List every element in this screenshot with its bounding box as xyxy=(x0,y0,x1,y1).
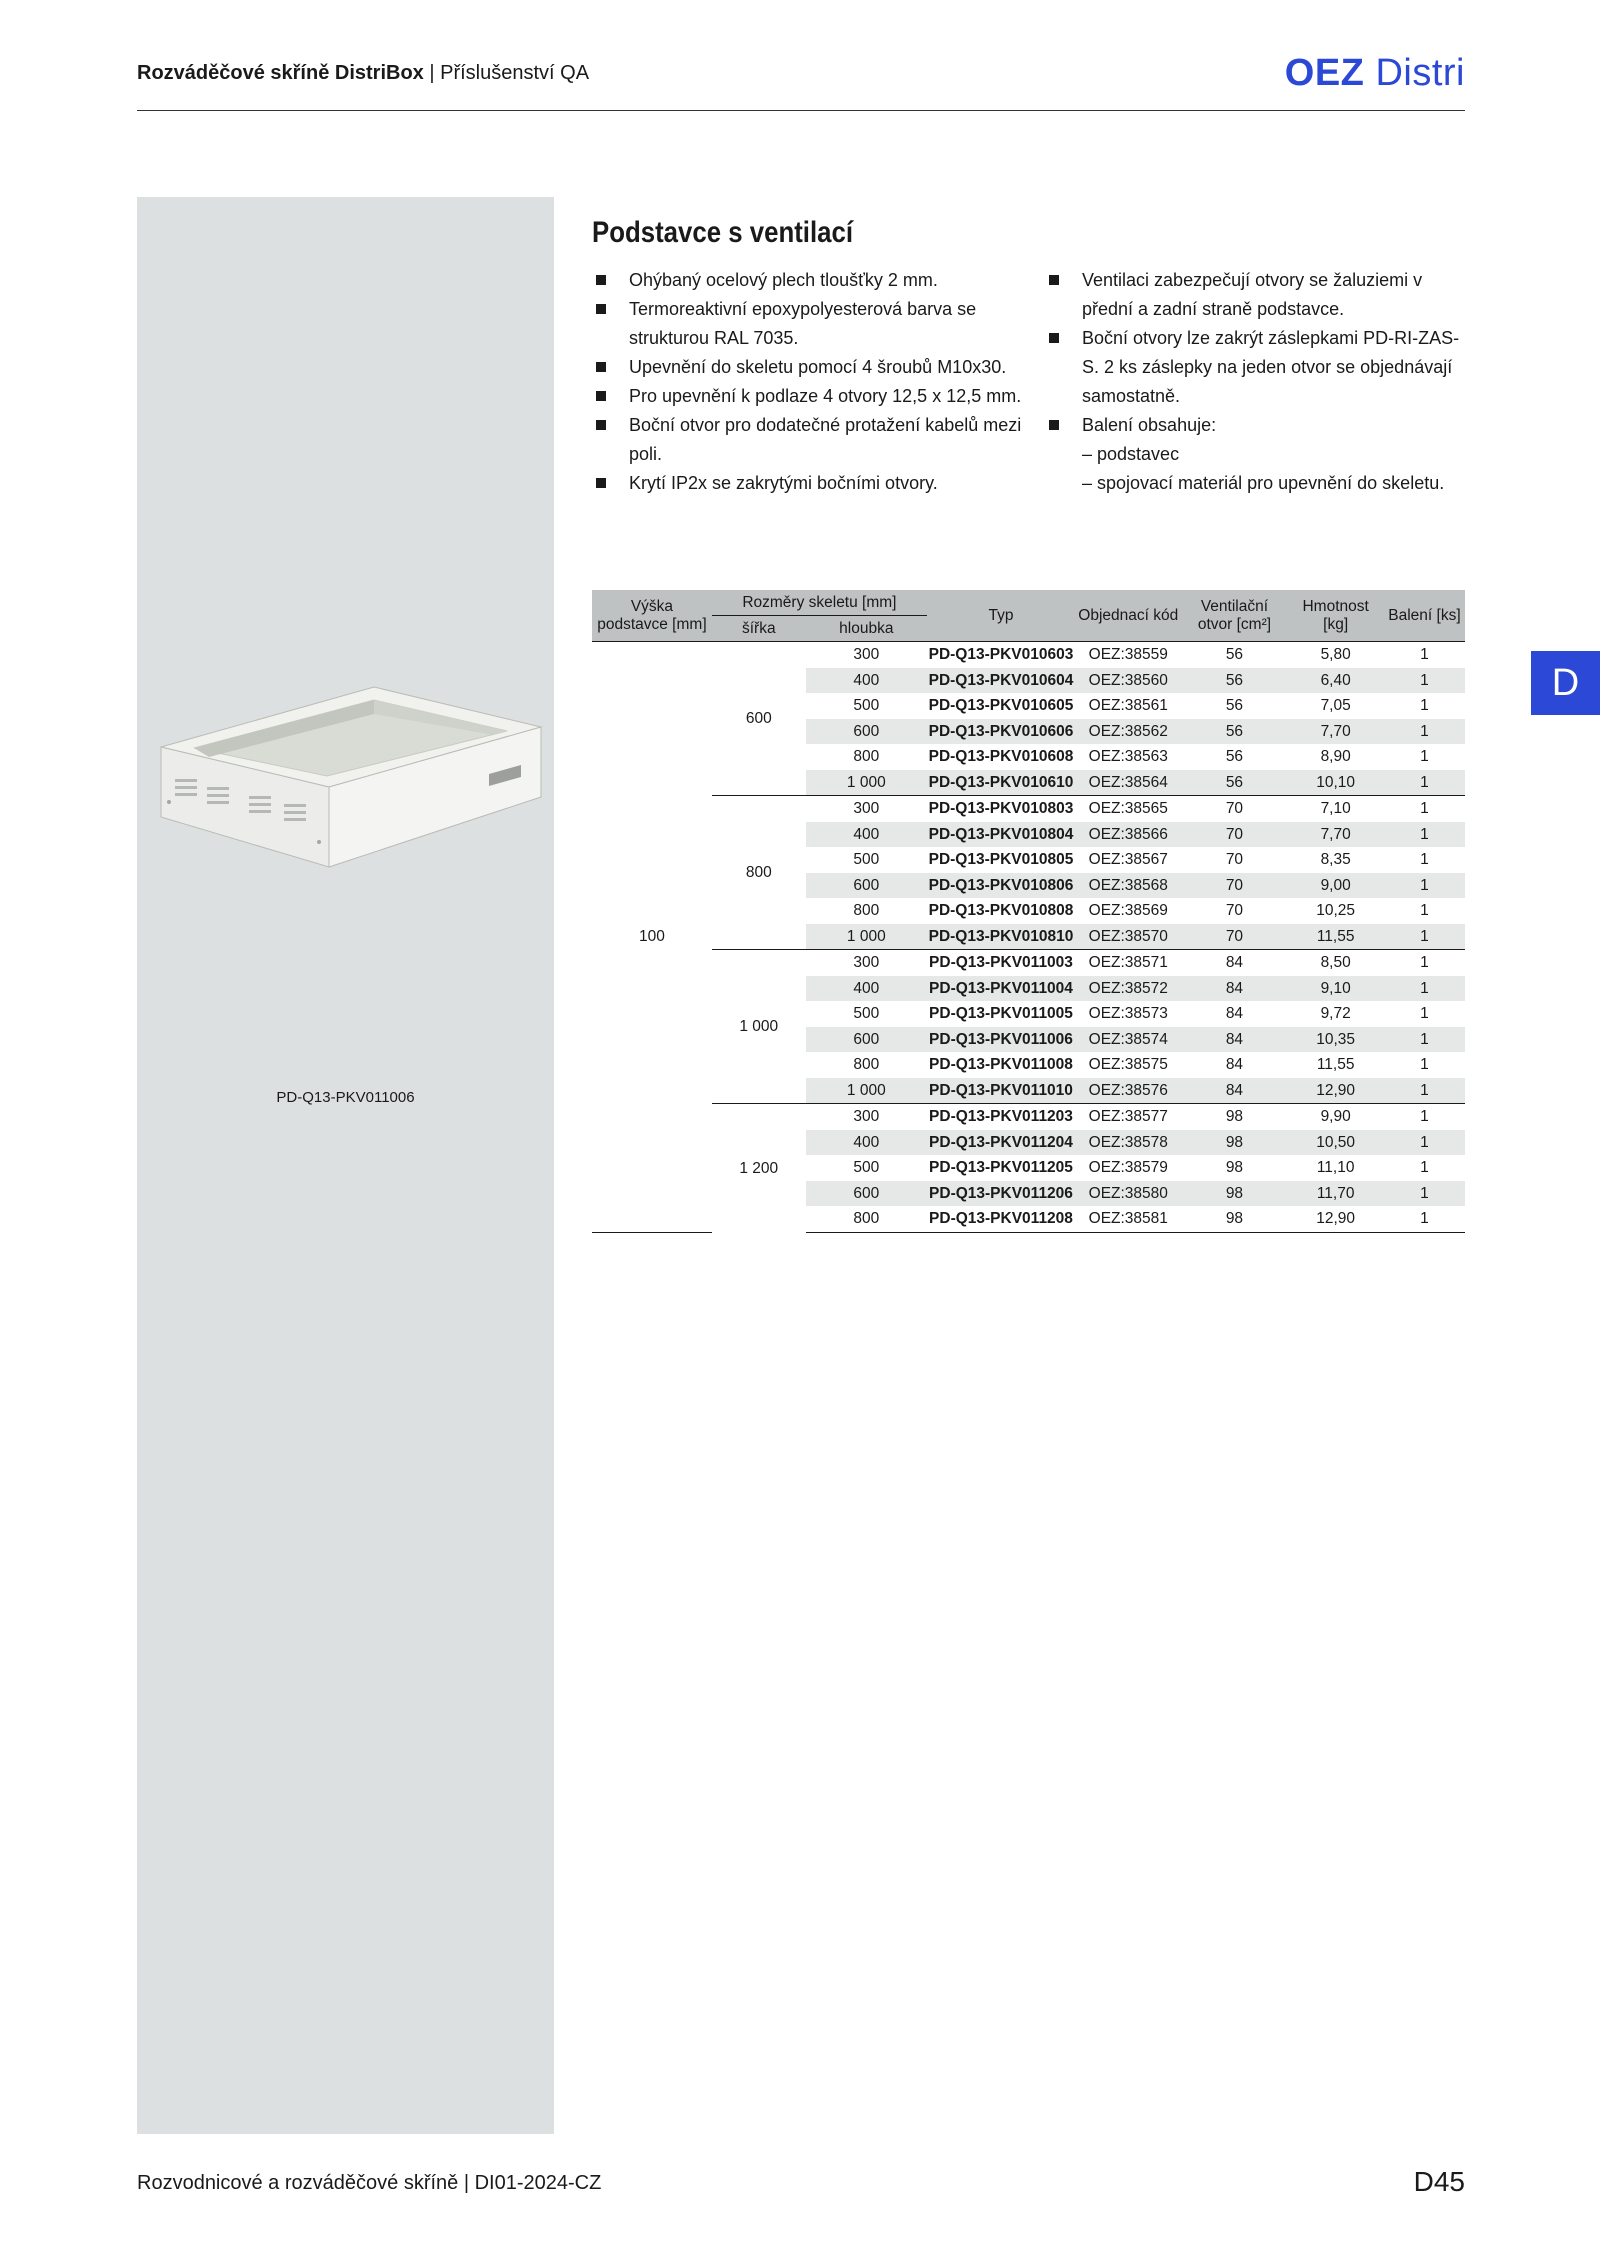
depth-cell: 1 000 xyxy=(806,1078,927,1104)
weight-cell: 9,10 xyxy=(1287,976,1384,1002)
table-row xyxy=(592,796,1465,822)
vent-cell: 98 xyxy=(1182,1181,1288,1207)
weight-cell: 7,70 xyxy=(1287,822,1384,848)
order-code-cell: OEZ:38561 xyxy=(1088,697,1168,715)
weight-cell: 11,10 xyxy=(1316,1159,1355,1177)
width-cell: 800 xyxy=(712,796,806,950)
depth-cell: 1 000 xyxy=(806,770,927,796)
logo-distri: Distri xyxy=(1375,52,1465,94)
pack-cell: 1 xyxy=(1420,1056,1429,1074)
depth-cell: 600 xyxy=(806,719,927,745)
sub-list-item: – spojovací materiál pro upevnění do skeletu. xyxy=(1082,473,1445,493)
order-code-cell: OEZ:38579 xyxy=(1088,1159,1168,1177)
list-item xyxy=(592,353,1022,382)
col-header-height: Výška podstavce [mm] xyxy=(592,590,712,642)
type-cell: PD-Q13-PKV010808 xyxy=(928,902,1074,920)
pack-cell: 1 xyxy=(1420,851,1429,869)
depth-cell: 300 xyxy=(806,796,927,822)
type-cell: PD-Q13-PKV011206 xyxy=(927,1181,1075,1207)
footer-catalog: Rozvodnicové a rozváděčové skříně | DI01-2024-CZ xyxy=(137,2172,602,2194)
order-code-cell: OEZ:38573 xyxy=(1088,1005,1168,1023)
weight-cell: 6,40 xyxy=(1287,668,1384,694)
list-item-text: Krytí IP2x se zakrytými bočními otvory. xyxy=(629,473,938,493)
order-code-cell: OEZ:38575 xyxy=(1088,1056,1168,1074)
type-cell: PD-Q13-PKV011005 xyxy=(929,1005,1073,1023)
pack-cell: 1 xyxy=(1384,719,1465,745)
order-code-cell: OEZ:38574 xyxy=(1075,1027,1182,1053)
order-code-cell: OEZ:38560 xyxy=(1075,668,1182,694)
order-code-cell: OEZ:38568 xyxy=(1075,873,1182,899)
vent-cell: 84 xyxy=(1182,976,1288,1002)
pack-cell: 1 xyxy=(1384,642,1465,668)
vent-cell: 56 xyxy=(1225,748,1244,766)
depth-cell: 300 xyxy=(806,950,927,976)
pack-cell: 1 xyxy=(1420,697,1429,715)
weight-cell: 12,90 xyxy=(1287,1206,1384,1232)
vent-cell: 98 xyxy=(1182,1130,1288,1156)
weight-cell: 7,10 xyxy=(1287,796,1384,822)
type-cell: PD-Q13-PKV010608 xyxy=(928,748,1074,766)
vent-cell: 70 xyxy=(1182,873,1288,899)
order-code-cell: OEZ:38581 xyxy=(1075,1206,1182,1232)
page-header xyxy=(137,52,1465,111)
weight-cell: 12,90 xyxy=(1287,1078,1384,1104)
header-title-separator: | xyxy=(429,62,435,84)
vent-cell: 56 xyxy=(1225,697,1244,715)
weight-cell: 10,25 xyxy=(1316,902,1356,920)
list-item-text: Termoreaktivní epoxypolyesterová barva se strukturou RAL 7035. xyxy=(629,299,977,348)
depth-cell: 300 xyxy=(806,1104,927,1130)
order-code-cell: OEZ:38572 xyxy=(1075,976,1182,1002)
type-cell: PD-Q13-PKV010605 xyxy=(928,697,1074,715)
order-code-cell: OEZ:38567 xyxy=(1088,851,1168,869)
pack-cell: 1 xyxy=(1420,1159,1429,1177)
pack-cell: 1 xyxy=(1384,1130,1465,1156)
weight-cell: 7,05 xyxy=(1320,697,1351,715)
pack-cell: 1 xyxy=(1384,1206,1465,1232)
col-header-order-code: Objednací kód xyxy=(1075,590,1182,642)
order-code-cell: OEZ:38559 xyxy=(1075,642,1182,668)
list-item xyxy=(592,469,1022,498)
vent-cell: 70 xyxy=(1182,924,1288,950)
weight-cell: 8,35 xyxy=(1320,851,1351,869)
col-header-pack: Balení [ks] xyxy=(1384,590,1465,642)
weight-cell: 7,70 xyxy=(1287,719,1384,745)
vent-cell: 98 xyxy=(1182,1104,1288,1130)
product-table xyxy=(592,590,1465,1233)
feature-list-left xyxy=(592,266,1022,498)
col-header-depth: hloubka xyxy=(806,616,927,642)
type-cell: PD-Q13-PKV010610 xyxy=(927,770,1075,796)
type-cell: PD-Q13-PKV010604 xyxy=(927,668,1075,694)
header-title xyxy=(137,62,589,85)
depth-cell: 500 xyxy=(853,1159,880,1177)
type-cell: PD-Q13-PKV011204 xyxy=(927,1130,1075,1156)
section-title: Podstavce s ventilací xyxy=(592,216,854,249)
width-cell: 1 000 xyxy=(712,950,806,1104)
vent-cell: 98 xyxy=(1182,1206,1288,1232)
header-title-bold: Rozváděčové skříně DistriBox xyxy=(137,62,424,84)
type-cell: PD-Q13-PKV010603 xyxy=(927,642,1075,668)
depth-cell: 1 000 xyxy=(806,924,927,950)
col-header-width: šířka xyxy=(712,616,806,642)
vent-cell: 56 xyxy=(1182,719,1288,745)
bullet-square-icon xyxy=(1049,333,1059,343)
list-item xyxy=(1045,324,1465,411)
depth-cell: 600 xyxy=(806,1027,927,1053)
col-header-dimensions: Rozměry skeletu [mm] xyxy=(712,590,927,616)
type-cell: PD-Q13-PKV011205 xyxy=(929,1159,1073,1177)
vent-cell: 56 xyxy=(1182,668,1288,694)
ventilated-plinth-image xyxy=(149,682,549,892)
weight-cell: 11,55 xyxy=(1287,924,1384,950)
depth-cell: 400 xyxy=(806,822,927,848)
pack-cell: 1 xyxy=(1420,902,1429,920)
order-code-cell: OEZ:38564 xyxy=(1075,770,1182,796)
feature-list-right xyxy=(1045,266,1465,498)
table-row xyxy=(592,950,1465,976)
depth-cell: 600 xyxy=(806,873,927,899)
vent-cell: 70 xyxy=(1182,796,1288,822)
weight-cell: 5,80 xyxy=(1287,642,1384,668)
pack-cell: 1 xyxy=(1384,822,1465,848)
vent-cell: 84 xyxy=(1182,1027,1288,1053)
height-cell: 100 xyxy=(592,642,712,1233)
list-item-text: Ventilaci zabezpečují otvory se žaluziemi v přední a zadní straně podstavce. xyxy=(1082,270,1423,319)
image-sidebar xyxy=(137,197,554,2134)
list-item xyxy=(592,411,1022,469)
col-header-weight: Hmotnost [kg] xyxy=(1287,590,1384,642)
pack-cell: 1 xyxy=(1420,1005,1429,1023)
depth-cell: 400 xyxy=(806,1130,927,1156)
list-item-text: Upevnění do skeletu pomocí 4 šroubů M10x30. xyxy=(629,357,1007,377)
bullet-square-icon xyxy=(1049,420,1059,430)
weight-cell: 10,10 xyxy=(1287,770,1384,796)
pack-cell: 1 xyxy=(1384,950,1465,976)
order-code-cell: OEZ:38570 xyxy=(1075,924,1182,950)
type-cell: PD-Q13-PKV011004 xyxy=(927,976,1075,1002)
table-row xyxy=(592,642,1465,668)
list-item-text: Boční otvor pro dodatečné protažení kabelů mezi poli. xyxy=(629,415,1022,464)
depth-cell: 800 xyxy=(853,1056,880,1074)
vent-cell: 56 xyxy=(1182,642,1288,668)
header-title-rest: Příslušenství QA xyxy=(440,62,590,84)
order-code-cell: OEZ:38580 xyxy=(1075,1181,1182,1207)
type-cell: PD-Q13-PKV011006 xyxy=(927,1027,1075,1053)
depth-cell: 300 xyxy=(806,642,927,668)
pack-cell: 1 xyxy=(1384,873,1465,899)
bullet-square-icon xyxy=(596,362,606,372)
type-cell: PD-Q13-PKV010803 xyxy=(927,796,1075,822)
list-item-text: Boční otvory lze zakrýt záslepkami PD-RI-ZAS-S. 2 ks záslepky na jeden otvor se objednávají samostatně. xyxy=(1082,328,1460,406)
vent-cell: 84 xyxy=(1182,1078,1288,1104)
type-cell: PD-Q13-PKV010810 xyxy=(927,924,1075,950)
order-code-cell: OEZ:38578 xyxy=(1075,1130,1182,1156)
oez-distri-logo xyxy=(1285,52,1465,95)
vent-cell: 70 xyxy=(1225,902,1244,920)
table-row xyxy=(592,1104,1465,1130)
bullet-square-icon xyxy=(1049,275,1059,285)
weight-cell: 10,50 xyxy=(1287,1130,1384,1156)
pack-cell: 1 xyxy=(1384,924,1465,950)
product-image-caption: PD-Q13-PKV011006 xyxy=(276,1089,415,1106)
type-cell: PD-Q13-PKV010606 xyxy=(927,719,1075,745)
order-code-cell: OEZ:38566 xyxy=(1075,822,1182,848)
depth-cell: 800 xyxy=(806,1206,927,1232)
list-item xyxy=(592,295,1022,353)
depth-cell: 500 xyxy=(853,851,880,869)
vent-cell: 56 xyxy=(1182,770,1288,796)
pack-cell: 1 xyxy=(1420,748,1429,766)
vent-cell: 84 xyxy=(1225,1056,1244,1074)
weight-cell: 10,35 xyxy=(1287,1027,1384,1053)
vent-cell: 70 xyxy=(1225,851,1244,869)
product-table-body xyxy=(592,642,1465,1233)
pack-cell: 1 xyxy=(1384,1027,1465,1053)
bullet-square-icon xyxy=(596,420,606,430)
col-header-vent: Ventilační otvor [cm²] xyxy=(1182,590,1288,642)
pack-cell: 1 xyxy=(1384,668,1465,694)
width-cell: 1 200 xyxy=(712,1104,806,1233)
pack-cell: 1 xyxy=(1384,1078,1465,1104)
page-number: D45 xyxy=(1413,2166,1465,2197)
pack-cell: 1 xyxy=(1384,796,1465,822)
depth-cell: 800 xyxy=(853,748,880,766)
list-item-text: Balení obsahuje: xyxy=(1082,415,1217,435)
pack-cell: 1 xyxy=(1384,1181,1465,1207)
depth-cell: 600 xyxy=(806,1181,927,1207)
order-code-cell: OEZ:38563 xyxy=(1088,748,1168,766)
order-code-cell: OEZ:38569 xyxy=(1088,902,1168,920)
weight-cell: 11,70 xyxy=(1287,1181,1384,1207)
type-cell: PD-Q13-PKV010804 xyxy=(927,822,1075,848)
width-cell: 600 xyxy=(712,642,806,796)
weight-cell: 9,00 xyxy=(1287,873,1384,899)
order-code-cell: OEZ:38565 xyxy=(1075,796,1182,822)
bullet-square-icon xyxy=(596,391,606,401)
order-code-cell: OEZ:38562 xyxy=(1075,719,1182,745)
depth-cell: 500 xyxy=(853,1005,880,1023)
order-code-cell: OEZ:38577 xyxy=(1075,1104,1182,1130)
bullet-square-icon xyxy=(596,478,606,488)
bullet-square-icon xyxy=(596,275,606,285)
type-cell: PD-Q13-PKV011008 xyxy=(929,1056,1073,1074)
pack-cell: 1 xyxy=(1384,976,1465,1002)
type-cell: PD-Q13-PKV011208 xyxy=(927,1206,1075,1232)
list-item-text: Ohýbaný ocelový plech tloušťky 2 mm. xyxy=(629,270,938,290)
list-item xyxy=(1045,411,1465,440)
list-item xyxy=(592,382,1022,411)
vent-cell: 84 xyxy=(1225,1005,1244,1023)
bullet-square-icon xyxy=(596,304,606,314)
type-cell: PD-Q13-PKV010806 xyxy=(927,873,1075,899)
weight-cell: 11,55 xyxy=(1316,1056,1355,1074)
weight-cell: 9,90 xyxy=(1287,1104,1384,1130)
pack-cell: 1 xyxy=(1384,1104,1465,1130)
weight-cell: 8,50 xyxy=(1287,950,1384,976)
col-header-type: Typ xyxy=(927,590,1075,642)
vent-cell: 98 xyxy=(1225,1159,1244,1177)
depth-cell: 400 xyxy=(806,976,927,1002)
weight-cell: 8,90 xyxy=(1320,748,1351,766)
type-cell: PD-Q13-PKV011010 xyxy=(927,1078,1075,1104)
depth-cell: 800 xyxy=(853,902,880,920)
weight-cell: 9,72 xyxy=(1320,1005,1351,1023)
list-item-text: Pro upevnění k podlaze 4 otvory 12,5 x 12,5 mm. xyxy=(629,386,1022,406)
vent-cell: 70 xyxy=(1182,822,1288,848)
pack-cell: 1 xyxy=(1384,770,1465,796)
type-cell: PD-Q13-PKV011203 xyxy=(927,1104,1075,1130)
order-code-cell: OEZ:38576 xyxy=(1075,1078,1182,1104)
type-cell: PD-Q13-PKV011003 xyxy=(927,950,1075,976)
logo-oez: OEZ xyxy=(1284,52,1365,94)
list-item xyxy=(1045,266,1465,324)
depth-cell: 400 xyxy=(806,668,927,694)
order-code-cell: OEZ:38571 xyxy=(1075,950,1182,976)
depth-cell: 500 xyxy=(853,697,880,715)
section-d-tab: D xyxy=(1531,651,1600,715)
sub-list-item: – podstavec xyxy=(1082,444,1180,464)
vent-cell: 84 xyxy=(1182,950,1288,976)
list-item xyxy=(592,266,1022,295)
type-cell: PD-Q13-PKV010805 xyxy=(928,851,1074,869)
